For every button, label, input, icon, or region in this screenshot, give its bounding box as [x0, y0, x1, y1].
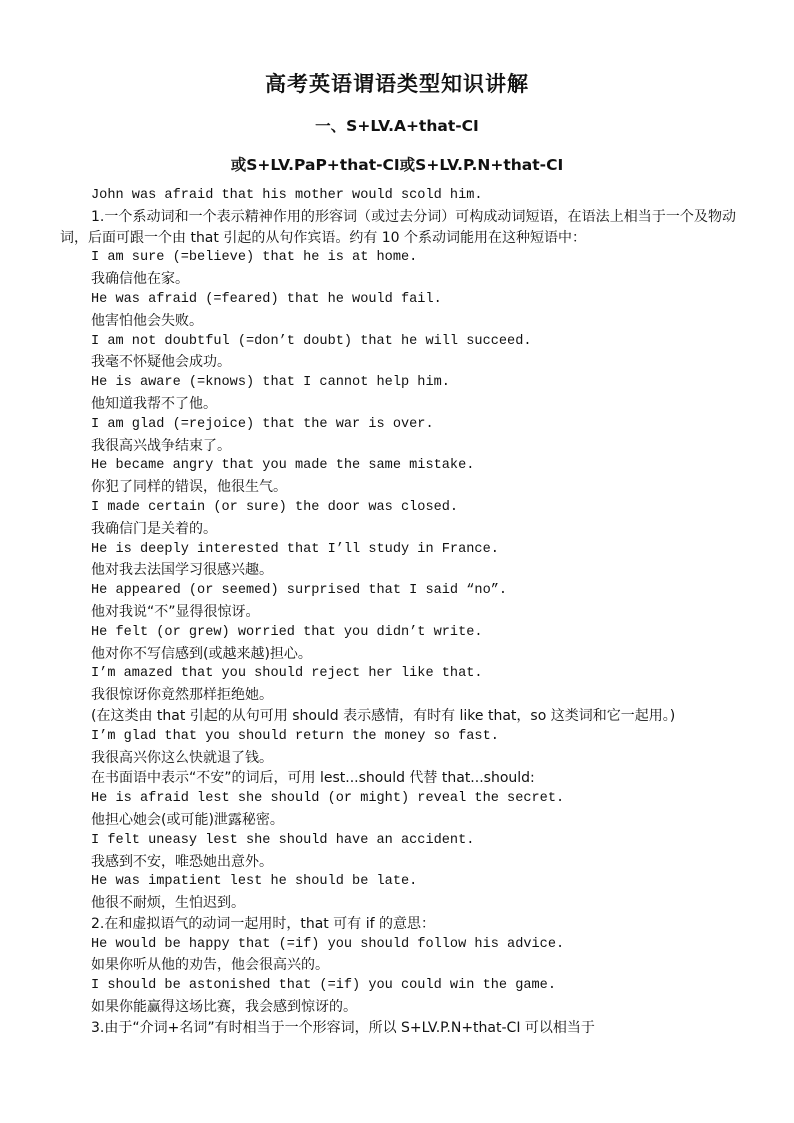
translation-line: 他对我说“不”显得很惊讶。 — [91, 603, 260, 620]
translation-line: 你犯了同样的错误，他很生气。 — [91, 479, 287, 496]
example-sentence: He appeared (or seemed) surprised that I said “no”. — [91, 583, 508, 599]
paragraph: (在这类由 that 引起的从句可用 should 表示感情，有时有 like that，so 这类词和它一起用。) — [91, 707, 676, 724]
example-sentence: He became angry that you made the same mistake. — [91, 458, 475, 474]
translation-line: 如果你听从他的劝告，他会很高兴的。 — [91, 957, 329, 974]
translation-line: 他对你不写信感到(或越来越)担心。 — [91, 645, 312, 662]
example-sentence: I should be astonished that (=if) you could win the game. — [91, 978, 556, 994]
example-sentence: I’m amazed that you should reject her like that. — [91, 666, 483, 682]
section-subheading: 或S+LV.PaP+that-CI或S+LV.P.N+that-CI — [230, 156, 564, 174]
translation-line: 他对我去法国学习很感兴趣。 — [91, 562, 273, 579]
example-sentence: I am sure (=believe) that he is at home. — [91, 250, 418, 266]
example-sentence: He is deeply interested that I’ll study in France. — [91, 541, 499, 557]
translation-line: 在书面语中表示“不安”的词后，可用 lest...should 代替 that...should: — [91, 770, 535, 787]
translation-line: 我确信他在家。 — [91, 271, 189, 288]
translation-line: 如果你能赢得这场比赛，我会感到惊讶的。 — [91, 999, 357, 1016]
section-heading: 一、S+LV.A+that-CI — [315, 117, 479, 135]
translation-line: 2.在和虚拟语气的动词一起用时，that 可有 if 的意思： — [91, 915, 435, 932]
example-sentence: He is afraid lest she should (or might) reveal the secret. — [91, 791, 565, 807]
translation-line: 我确信门是关着的。 — [91, 520, 217, 537]
translation-line: 他很不耐烦，生怕迟到。 — [91, 895, 245, 912]
translation-line: 我很高兴战争结束了。 — [91, 437, 231, 454]
translation-line: 我很高兴你这么快就退了钱。 — [91, 749, 273, 766]
translation-line: 他害怕他会失败。 — [91, 312, 203, 329]
translation-line: 我很惊讶你竟然那样拒绝她。 — [91, 687, 273, 704]
example-sentence: I am glad (=rejoice) that the war is over. — [91, 416, 434, 432]
example-sentence: I am not doubtful (=don’t doubt) that he will succeed. — [91, 333, 532, 349]
translation-line: 他知道我帮不了他。 — [91, 395, 217, 412]
example-sentence: He was impatient lest he should be late. — [91, 874, 418, 890]
page-title: 高考英语谓语类型知识讲解 — [265, 72, 529, 96]
example-sentence: I’m glad that you should return the money so fast. — [91, 728, 499, 744]
paragraph: 1.一个系动词和一个表示精神作用的形容词（或过去分词）可构成动词短语，在语法上相当于一个及物动词，后面可跟一个由 that 引起的从句作宾语。约有 10 个系动词能用在这种短语中： — [60, 208, 736, 246]
translation-line: 他担心她会(或可能)泄露秘密。 — [91, 811, 284, 828]
example-sentence: He is aware (=knows) that I cannot help him. — [91, 375, 450, 391]
example-sentence: John was afraid that his mother would scold him. — [91, 188, 483, 203]
translation-line: 3.由于“介词+名词”有时相当于一个形容词，所以 S+LV.P.N+that-CI 可以相当于 — [91, 1019, 595, 1036]
example-sentence: I felt uneasy lest she should have an accident. — [91, 832, 475, 848]
document-body — [60, 186, 736, 1039]
example-sentence: He felt (or grew) worried that you didn’t write. — [91, 624, 483, 640]
example-sentence: I made certain (or sure) the door was closed. — [91, 499, 459, 515]
translation-line: 我感到不安，唯恐她出意外。 — [91, 853, 273, 870]
example-sentence: He would be happy that (=if) you should follow his advice. — [91, 936, 565, 952]
translation-line: 我毫不怀疑他会成功。 — [91, 354, 231, 371]
example-sentence: He was afraid (=feared) that he would fail. — [91, 291, 442, 307]
